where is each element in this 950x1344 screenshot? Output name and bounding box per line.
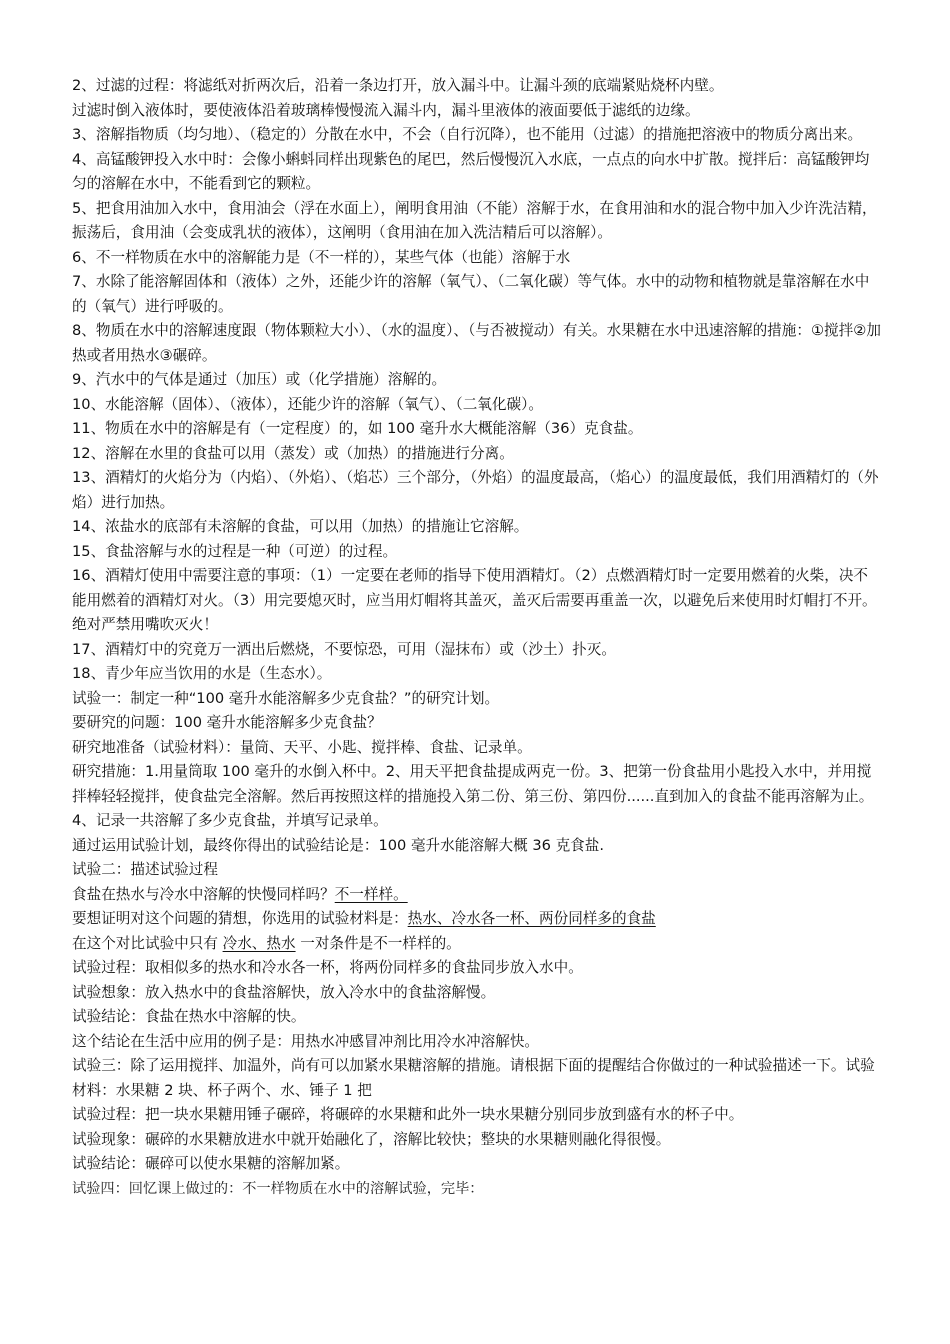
experiment-2-question: [72, 883, 882, 908]
experiment-2-title: 试验二：描述试验过程: [72, 861, 218, 878]
item-2: 2、过滤的过程：将滤纸对折两次后，沿着一条边打开，放入漏斗中。让漏斗颈的底端紧贴烧杯内壁。: [72, 77, 724, 94]
experiment-1-question: 要研究的问题：100 毫升水能溶解多少克食盐？: [72, 714, 382, 731]
item-16: 16、酒精灯使用中需要注意的事项：（1）一定要在老师的指导下使用酒精灯。（2）点燃酒精灯时一定要用燃着的火柴，决不能用燃着的酒精灯对火。（3）用完要熄灭时，应当用灯帽将其盖灭，盖灭后需要再重盖一次，以避免后来使用时灯帽打不开。绝对严禁用嘴吹灭火！: [72, 567, 877, 633]
item-4: 4、高锰酸钾投入水中时：会像小蝌蚪同样出现紫色的尾巴，然后慢慢沉入水底，一点点的向水中扩散。搅拌后：高锰酸钾均匀的溶解在水中，不能看到它的颗粒。: [72, 150, 870, 192]
experiment-1-title: 试验一：制定一种“100 毫升水能溶解多少克食盐？”的研究计划。: [72, 689, 500, 707]
question-text: 食盐在热水与冷水中溶解的快慢同样吗？: [72, 885, 335, 903]
item-12: 12、溶解在水里的食盐可以用（蒸发）或（加热）的措施进行分离。: [72, 444, 514, 462]
underlined-answer: 不一样样。: [334, 885, 408, 903]
item-13: 13、酒精灯的火焰分为（内焰）、（外焰）、（焰芯）三个部分，（外焰）的温度最高，（焰心）的温度最低，我们用酒精灯的（外焰）进行加热。: [72, 469, 879, 511]
item-3: 3、溶解指物质（均匀地）、（稳定的）分散在水中，不会（自行沉降），也不能用（过滤）的措施把溶液中的物质分离出来。: [72, 126, 863, 143]
experiment-3-conclusion: 试验结论：碾碎可以使水果糖的溶解加紧。: [72, 1155, 350, 1172]
experiment-1-conclusion: 通过运用试验计划，最终你得出的试验结论是：100 毫升水能溶解大概 36 克食盐.: [72, 836, 604, 854]
experiment-2-application: 这个结论在生活中应用的例子是：用热水冲感冒冲剂比用冷水冲溶解快。: [72, 1032, 540, 1050]
experiment-3-process: 试验过程：把一块水果糖用锤子碾碎，将碾碎的水果糖和此外一块水果糖分别同步放到盛有水的杯子中。: [72, 1106, 744, 1123]
experiment-4-title: 试验四：回忆课上做过的：不一样物质在水中的溶解试验，完毕：: [72, 1180, 484, 1197]
experiment-2-conclusion: 试验结论：食盐在热水中溶解的快。: [72, 1008, 306, 1025]
experiment-2-variable: [72, 932, 882, 957]
item-10: 10、水能溶解（固体）、（液体），还能少许的溶解（氧气）、（二氧化碳）。: [72, 395, 543, 413]
item-6: 6、不一样物质在水中的溶解能力是（不一样的），某些气体（也能）溶解于水: [72, 248, 571, 266]
question-text-suffix: 一对条件是不一样样的。: [300, 934, 461, 952]
item-8: 8、物质在水中的溶解速度跟（物体颗粒大小）、（水的温度）、（与否被搅动）有关。水果糖在水中迅速溶解的措施：①搅拌②加热或者用热水③碾碎。: [72, 322, 881, 364]
item-11: 11、物质在水中的溶解是有（一定程度）的，如 100 毫升水大概能溶解（36）克食盐。: [72, 420, 643, 437]
item-17: 17、酒精灯中的究竟万一洒出后燃烧，不要惊恐，可用（湿抹布）或（沙土）扑灭。: [72, 640, 616, 658]
item-9: 9、汽水中的气体是通过（加压）或（化学措施）溶解的。: [72, 371, 447, 388]
experiment-2-materials: [72, 907, 882, 932]
experiment-2-hypothesis: 试验想象：放入热水中的食盐溶解快，放入冷水中的食盐溶解慢。: [72, 983, 496, 1001]
experiment-1-method: 研究措施：1.用量筒取 100 毫升的水倒入杯中。2、用天平把食盐提成两克一份。3、把第一份食盐用小匙投入水中，并用搅拌棒轻轻搅拌，使食盐完全溶解。然后再按照这样的措施投入第二份、第三份、第四份......直到加入的食盐不能再溶解为止。4、记录一共溶解了多少克食盐，并填写记录单。: [72, 763, 874, 829]
item-18: 18、青少年应当饮用的水是（生态水）。: [72, 665, 332, 682]
item-15: 15、食盐溶解与水的过程是一种（可逆）的过程。: [72, 542, 398, 560]
underlined-answer: 热水、冷水各一杯、两份同样多的食盐: [407, 910, 656, 927]
item-5: 5、把食用油加入水中，食用油会（浮在水面上），阐明食用油（不能）溶解于水，在食用油和水的混合物中加入少许洗洁精，振荡后，食用油（会变成乳状的液体），这阐明（食用油在加入洗洁精后可以溶解）。: [72, 199, 877, 241]
underlined-answer: 冷水、热水: [222, 934, 296, 952]
question-text: 要想证明对这个问题的猜想，你选用的试验材料是：: [72, 910, 408, 927]
experiment-3-phenomenon: 试验现象：碾碎的水果糖放进水中就开始融化了，溶解比较快；整块的水果糖则融化得很慢。: [72, 1130, 671, 1148]
experiment-3-title: 试验三：除了运用搅拌、加温外，尚有可以加紧水果糖溶解的措施。请根据下面的提醒结合你做过的一种试验描述一下。试验材料：水果糖 2 块、杯子两个、水、锤子 1 把: [72, 1057, 875, 1099]
item-2-continued: 过滤时倒入液体时，要使液体沿着玻璃棒慢慢流入漏斗内，漏斗里液体的液面要低于滤纸的边缘。: [72, 101, 700, 119]
question-text: 在这个对比试验中只有: [72, 934, 218, 952]
document-body: [72, 74, 882, 1201]
item-14: 14、浓盐水的底部有未溶解的食盐，可以用（加热）的措施让它溶解。: [72, 518, 529, 535]
item-7: 7、水除了能溶解固体和（液体）之外，还能少许的溶解（氧气）、（二氧化碳）等气体。水中的动物和植物就是靠溶解在水中的（氧气）进行呼吸的。: [72, 273, 870, 315]
experiment-1-materials: 研究地准备（试验材料）：量筒、天平、小匙、搅拌棒、食盐、记录单。: [72, 738, 532, 756]
experiment-2-process: 试验过程：取相似多的热水和冷水各一杯，将两份同样多的食盐同步放入水中。: [72, 959, 583, 976]
